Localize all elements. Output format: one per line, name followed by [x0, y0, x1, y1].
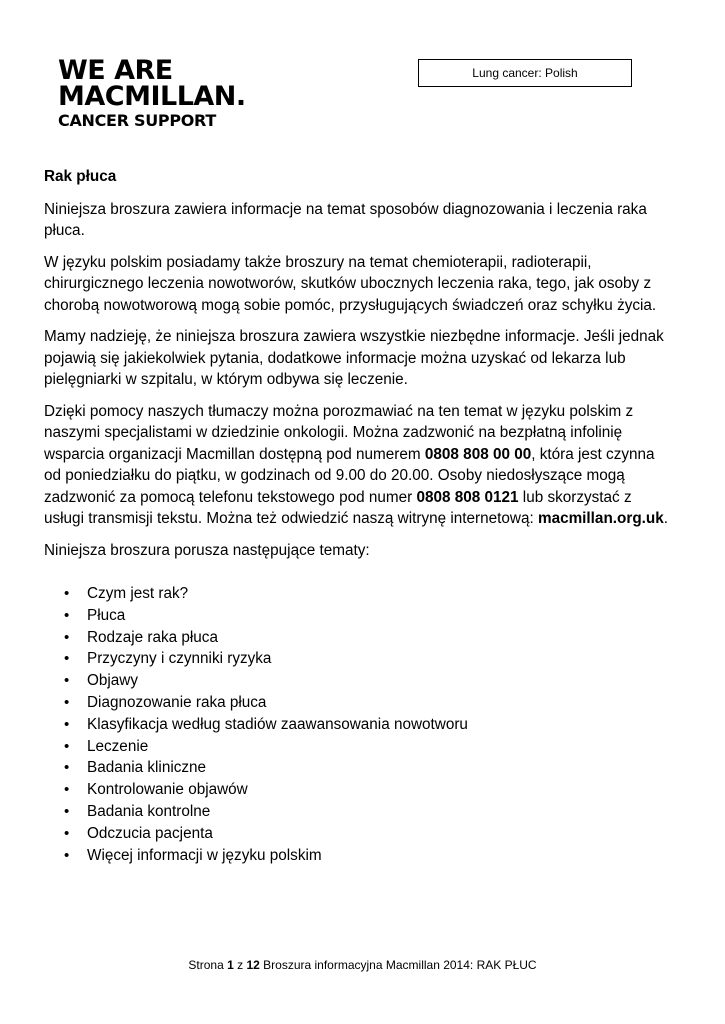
logo-line-3: CANCER SUPPORT: [58, 111, 216, 130]
textphone-number: 0808 808 0121: [416, 488, 519, 506]
topic-label: Diagnozowanie raka płuca: [87, 693, 267, 711]
topic-label: Czym jest rak?: [87, 585, 189, 602]
bullet-icon: •: [64, 693, 70, 711]
topic-list-item: [44, 670, 674, 692]
support-text-a: Dzięki pomocy naszych tłumaczy można porozmawiać na ten temat w języku polskim z naszymi specjalistami w dziedzinie onkologii. Można zadzwonić na bezpłatną infolinię wsparcia organizacji Macmillan dostępną pod numerem: [44, 402, 634, 463]
topic-label: Badania kliniczne: [87, 759, 207, 777]
topic-label: Więcej informacji w języku polskim: [87, 846, 322, 864]
bullet-icon: •: [64, 628, 70, 646]
topic-label: Leczenie: [87, 737, 149, 755]
topic-label: Rodzaje raka płuca: [87, 628, 218, 646]
topic-label: Kontrolowanie objawów: [87, 781, 248, 799]
questions-paragraph: Mamy nadzieję, że niniejsza broszura zawiera wszystkie niezbędne informacje. Jeśli jednak pojawią się jakiekolwiek pytania, dodatkowe informacje można uzyskać od lekarza lub pielęgniarki w szpitalu, w którym odbywa się leczenie.: [44, 328, 664, 388]
support-text-c: lub skorzystać z usługi transmisji tekstu. Można też odwiedzić naszą witrynę internetową:: [44, 488, 632, 527]
topic-list-item: [44, 779, 674, 801]
topic-list-item: [44, 714, 674, 736]
bullet-icon: •: [64, 846, 70, 864]
page-footer: [0, 958, 725, 972]
language-label: Lung cancer: Polish: [418, 59, 632, 87]
topic-label: Objawy: [87, 672, 139, 690]
topic-list-item: [44, 823, 674, 845]
topics-intro: Niniejsza broszura porusza następujące tematy:: [44, 541, 370, 559]
topic-list-item: [44, 801, 674, 823]
logo-line-1: WE ARE: [58, 55, 173, 86]
bullet-icon: •: [64, 585, 70, 602]
bullet-icon: •: [64, 715, 70, 733]
topic-list-item: [44, 605, 674, 627]
support-phone-number: 0808 808 00 00: [424, 445, 532, 463]
document-body: [44, 166, 674, 866]
topics-list: [44, 583, 674, 866]
topic-label: Klasyfikacja według stadiów zaawansowania nowotworu: [87, 715, 468, 733]
topic-label: Przyczyny i czynniki ryzyka: [87, 650, 272, 668]
footer-of: z: [233, 958, 247, 972]
page-title: Rak płuca: [44, 168, 117, 185]
topic-list-item: [44, 757, 674, 779]
topic-list-item: [44, 845, 674, 867]
topic-list-item: [44, 583, 674, 605]
footer-page-total: 12: [246, 958, 260, 972]
topic-list-item: [44, 627, 674, 649]
intro-paragraph: Niniejsza broszura zawiera informacje na temat sposobów diagnozowania i leczenia raka płuca.: [44, 200, 647, 239]
bullet-icon: •: [64, 781, 70, 799]
support-paragraph: [44, 401, 674, 530]
footer-suffix: Broszura informacyjna Macmillan 2014: RAK PŁUC: [259, 958, 537, 972]
bullet-icon: •: [64, 606, 70, 624]
topic-label: Odczucia pacjenta: [87, 824, 213, 842]
bullet-icon: •: [64, 759, 70, 777]
macmillan-logo: [58, 55, 248, 132]
bullet-icon: •: [64, 737, 70, 755]
bullet-icon: •: [64, 650, 70, 668]
bullet-icon: •: [64, 802, 70, 820]
website-link: macmillan.org.uk: [537, 510, 664, 527]
topic-list-item: [44, 692, 674, 714]
topic-list-item: [44, 648, 674, 670]
bullet-icon: •: [64, 824, 70, 842]
bullet-icon: •: [64, 672, 70, 690]
other-brochures-paragraph: W języku polskim posiadamy także broszury na temat chemioterapii, radioterapii, chirurgicznego leczenia nowotworów, skutków ubocznych leczenia raka, tego, jak osoby z chorobą nowotworową mogą sobie pomóc, przysługujących świadczeń oraz schyłku życia.: [44, 253, 657, 314]
footer-prefix: Strona: [188, 958, 228, 972]
topic-label: Płuca: [87, 606, 126, 624]
support-text-d: .: [663, 510, 669, 527]
support-text-b: , która jest czynna od poniedziałku do piątku, w godzinach od 9.00 do 20.00. Osoby niedosłyszące mogą zadzwonić za pomocą telefonu tekstowego pod numer: [44, 445, 655, 506]
topic-list-item: [44, 736, 674, 758]
logo-line-2: MACMILLAN.: [58, 81, 246, 112]
footer-page-number: 1: [227, 958, 234, 972]
topic-label: Badania kontrolne: [87, 802, 211, 820]
